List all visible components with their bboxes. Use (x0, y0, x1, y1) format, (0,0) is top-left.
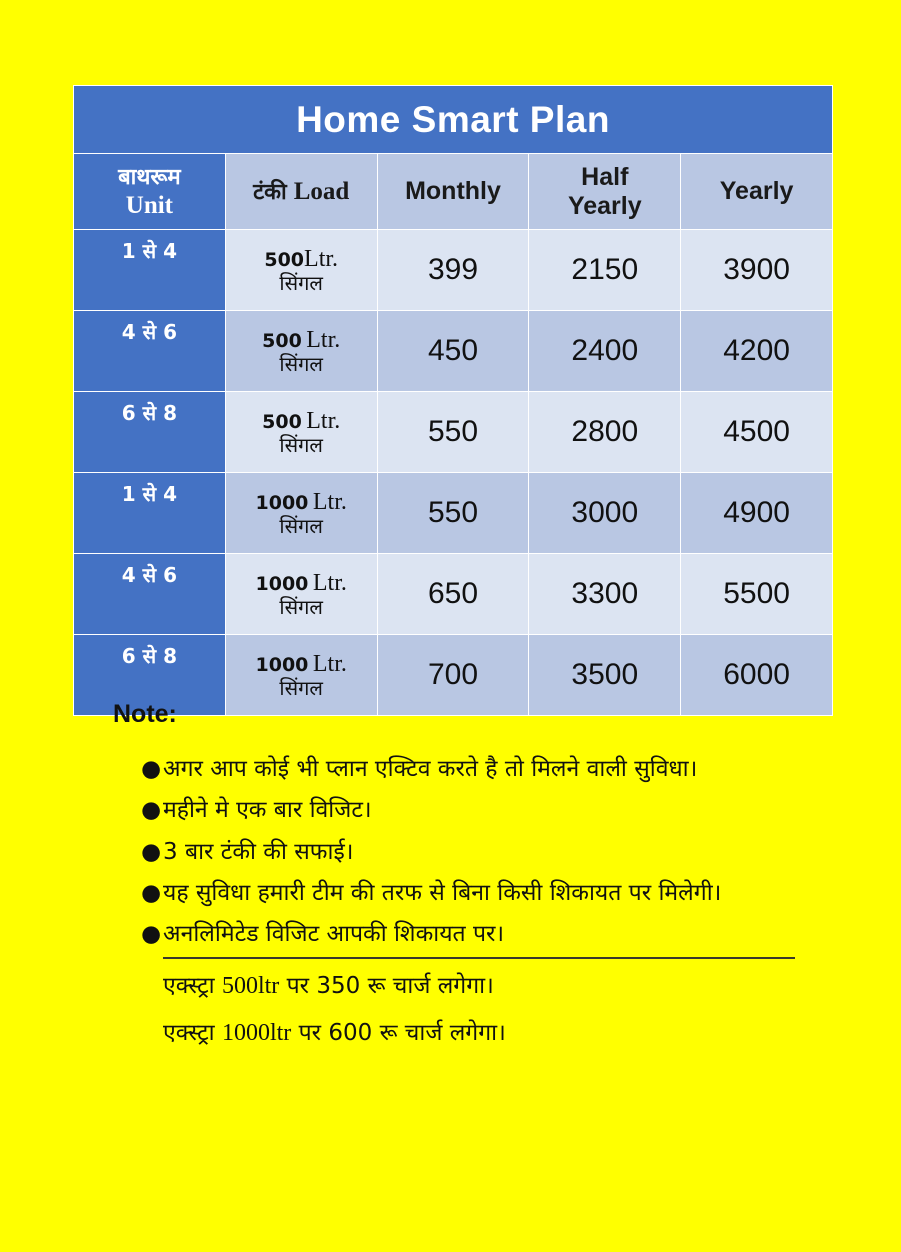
column-header-load (225, 154, 377, 230)
cell-half-yearly: 3300 (529, 554, 681, 635)
extra-charge-unit: 500ltr (221, 973, 280, 1000)
cell-load-subtitle: सिंगल (279, 514, 323, 539)
column-header-yearly: Yearly (681, 154, 833, 230)
extra-charge-unit: 1000ltr (221, 1020, 292, 1047)
cell-unit: 1 से 4 (74, 473, 226, 554)
cell-unit: 4 से 6 (74, 554, 226, 635)
cell-load-subtitle: सिंगल (279, 271, 323, 296)
cell-unit: 6 से 8 (74, 635, 226, 716)
cell-monthly: 550 (377, 392, 529, 473)
column-header-unit-line2: Unit (125, 192, 174, 219)
cell-load-unit: Ltr. (306, 326, 341, 353)
home-smart-plan-table (73, 85, 833, 716)
cell-yearly: 5500 (681, 554, 833, 635)
cell-monthly: 399 (377, 230, 529, 311)
cell-unit: 6 से 8 (74, 392, 226, 473)
cell-half-yearly: 3000 (529, 473, 681, 554)
bullet-icon: ● (141, 838, 162, 865)
list-item-text: 3 बार टंकी की सफाई। (163, 838, 354, 865)
cell-load-number: 1000 (255, 653, 309, 676)
cell-load-number: 500 (262, 410, 302, 433)
plan-title: Home Smart Plan (74, 86, 833, 154)
cell-load-unit: Ltr. (312, 569, 347, 596)
cell-unit: 4 से 6 (74, 311, 226, 392)
column-header-unit-line1: बाथरूम (118, 165, 181, 191)
bullet-icon: ● (141, 879, 162, 906)
cell-load-subtitle: सिंगल (279, 676, 323, 701)
cell-half-yearly: 3500 (529, 635, 681, 716)
column-header-half-yearly (529, 154, 681, 230)
cell-load (225, 230, 377, 311)
table-row (74, 473, 833, 554)
extra-charge-suffix: पर 600 रू चार्ज लगेगा। (291, 1020, 506, 1047)
table-title-row (74, 86, 833, 154)
extra-charge-suffix: पर 350 रू चार्ज लगेगा। (279, 973, 494, 1000)
bullet-icon: ● (141, 756, 162, 782)
cell-monthly: 450 (377, 311, 529, 392)
notes-section (0, 700, 901, 1053)
list-item (141, 875, 831, 912)
cell-monthly: 550 (377, 473, 529, 554)
cell-yearly: 6000 (681, 635, 833, 716)
cell-load-number: 500 (262, 329, 302, 352)
cell-load (225, 311, 377, 392)
list-item (141, 792, 831, 829)
notes-list (0, 751, 901, 953)
column-header-unit (74, 154, 226, 230)
cell-yearly: 4500 (681, 392, 833, 473)
extra-charge-line (163, 967, 901, 1006)
extra-charge-prefix: एक्स्ट्रा (163, 1020, 222, 1047)
list-item (141, 834, 831, 871)
extra-charge-line (163, 1014, 901, 1053)
cell-half-yearly: 2400 (529, 311, 681, 392)
column-header-half-yearly-line2: Yearly (567, 191, 642, 220)
list-item-text: यह सुविधा हमारी टीम की तरफ से बिना किसी शिकायत पर मिलेगी। (163, 879, 722, 906)
cell-half-yearly: 2150 (529, 230, 681, 311)
column-header-load-dev: टंकी (253, 179, 287, 205)
cell-load (225, 554, 377, 635)
table-row (74, 230, 833, 311)
cell-yearly: 3900 (681, 230, 833, 311)
cell-load-subtitle: सिंगल (279, 352, 323, 377)
column-header-monthly: Monthly (377, 154, 529, 230)
cell-yearly: 4900 (681, 473, 833, 554)
list-item-text: अनलिमिटेड विजिट आपकी शिकायत पर। (163, 921, 505, 947)
column-header-load-lat: Load (293, 177, 350, 205)
cell-load-unit: Ltr. (312, 488, 347, 515)
cell-load-unit: Ltr. (312, 650, 347, 677)
bullet-icon: ● (141, 797, 162, 824)
cell-yearly: 4200 (681, 311, 833, 392)
cell-load-subtitle: सिंगल (279, 595, 323, 620)
bullet-icon: ● (141, 921, 162, 947)
cell-load-number: 1000 (255, 572, 309, 595)
table-row (74, 392, 833, 473)
cell-load (225, 473, 377, 554)
cell-load-number: 500 (264, 248, 305, 271)
extra-charge-prefix: एक्स्ट्रा (163, 973, 222, 1000)
cell-unit: 1 से 4 (74, 230, 226, 311)
divider (163, 957, 795, 959)
cell-half-yearly: 2800 (529, 392, 681, 473)
cell-monthly: 650 (377, 554, 529, 635)
list-item-text: अगर आप कोई भी प्लान एक्टिव करते है तो मिलने वाली सुविधा। (163, 756, 698, 782)
cell-load (225, 392, 377, 473)
table-row (74, 311, 833, 392)
table-row (74, 554, 833, 635)
cell-load-unit: Ltr. (304, 245, 339, 272)
cell-load-number: 1000 (255, 491, 309, 514)
notes-heading: Note: (113, 700, 177, 728)
list-item-text: महीने मे एक बार विजिट। (163, 797, 372, 824)
cell-load-subtitle: सिंगल (279, 433, 323, 458)
list-item (141, 751, 831, 788)
cell-monthly: 700 (377, 635, 529, 716)
list-item (141, 916, 831, 953)
table-header-row (74, 154, 833, 230)
column-header-half-yearly-line1: Half (581, 162, 629, 191)
cell-load-unit: Ltr. (306, 407, 341, 434)
